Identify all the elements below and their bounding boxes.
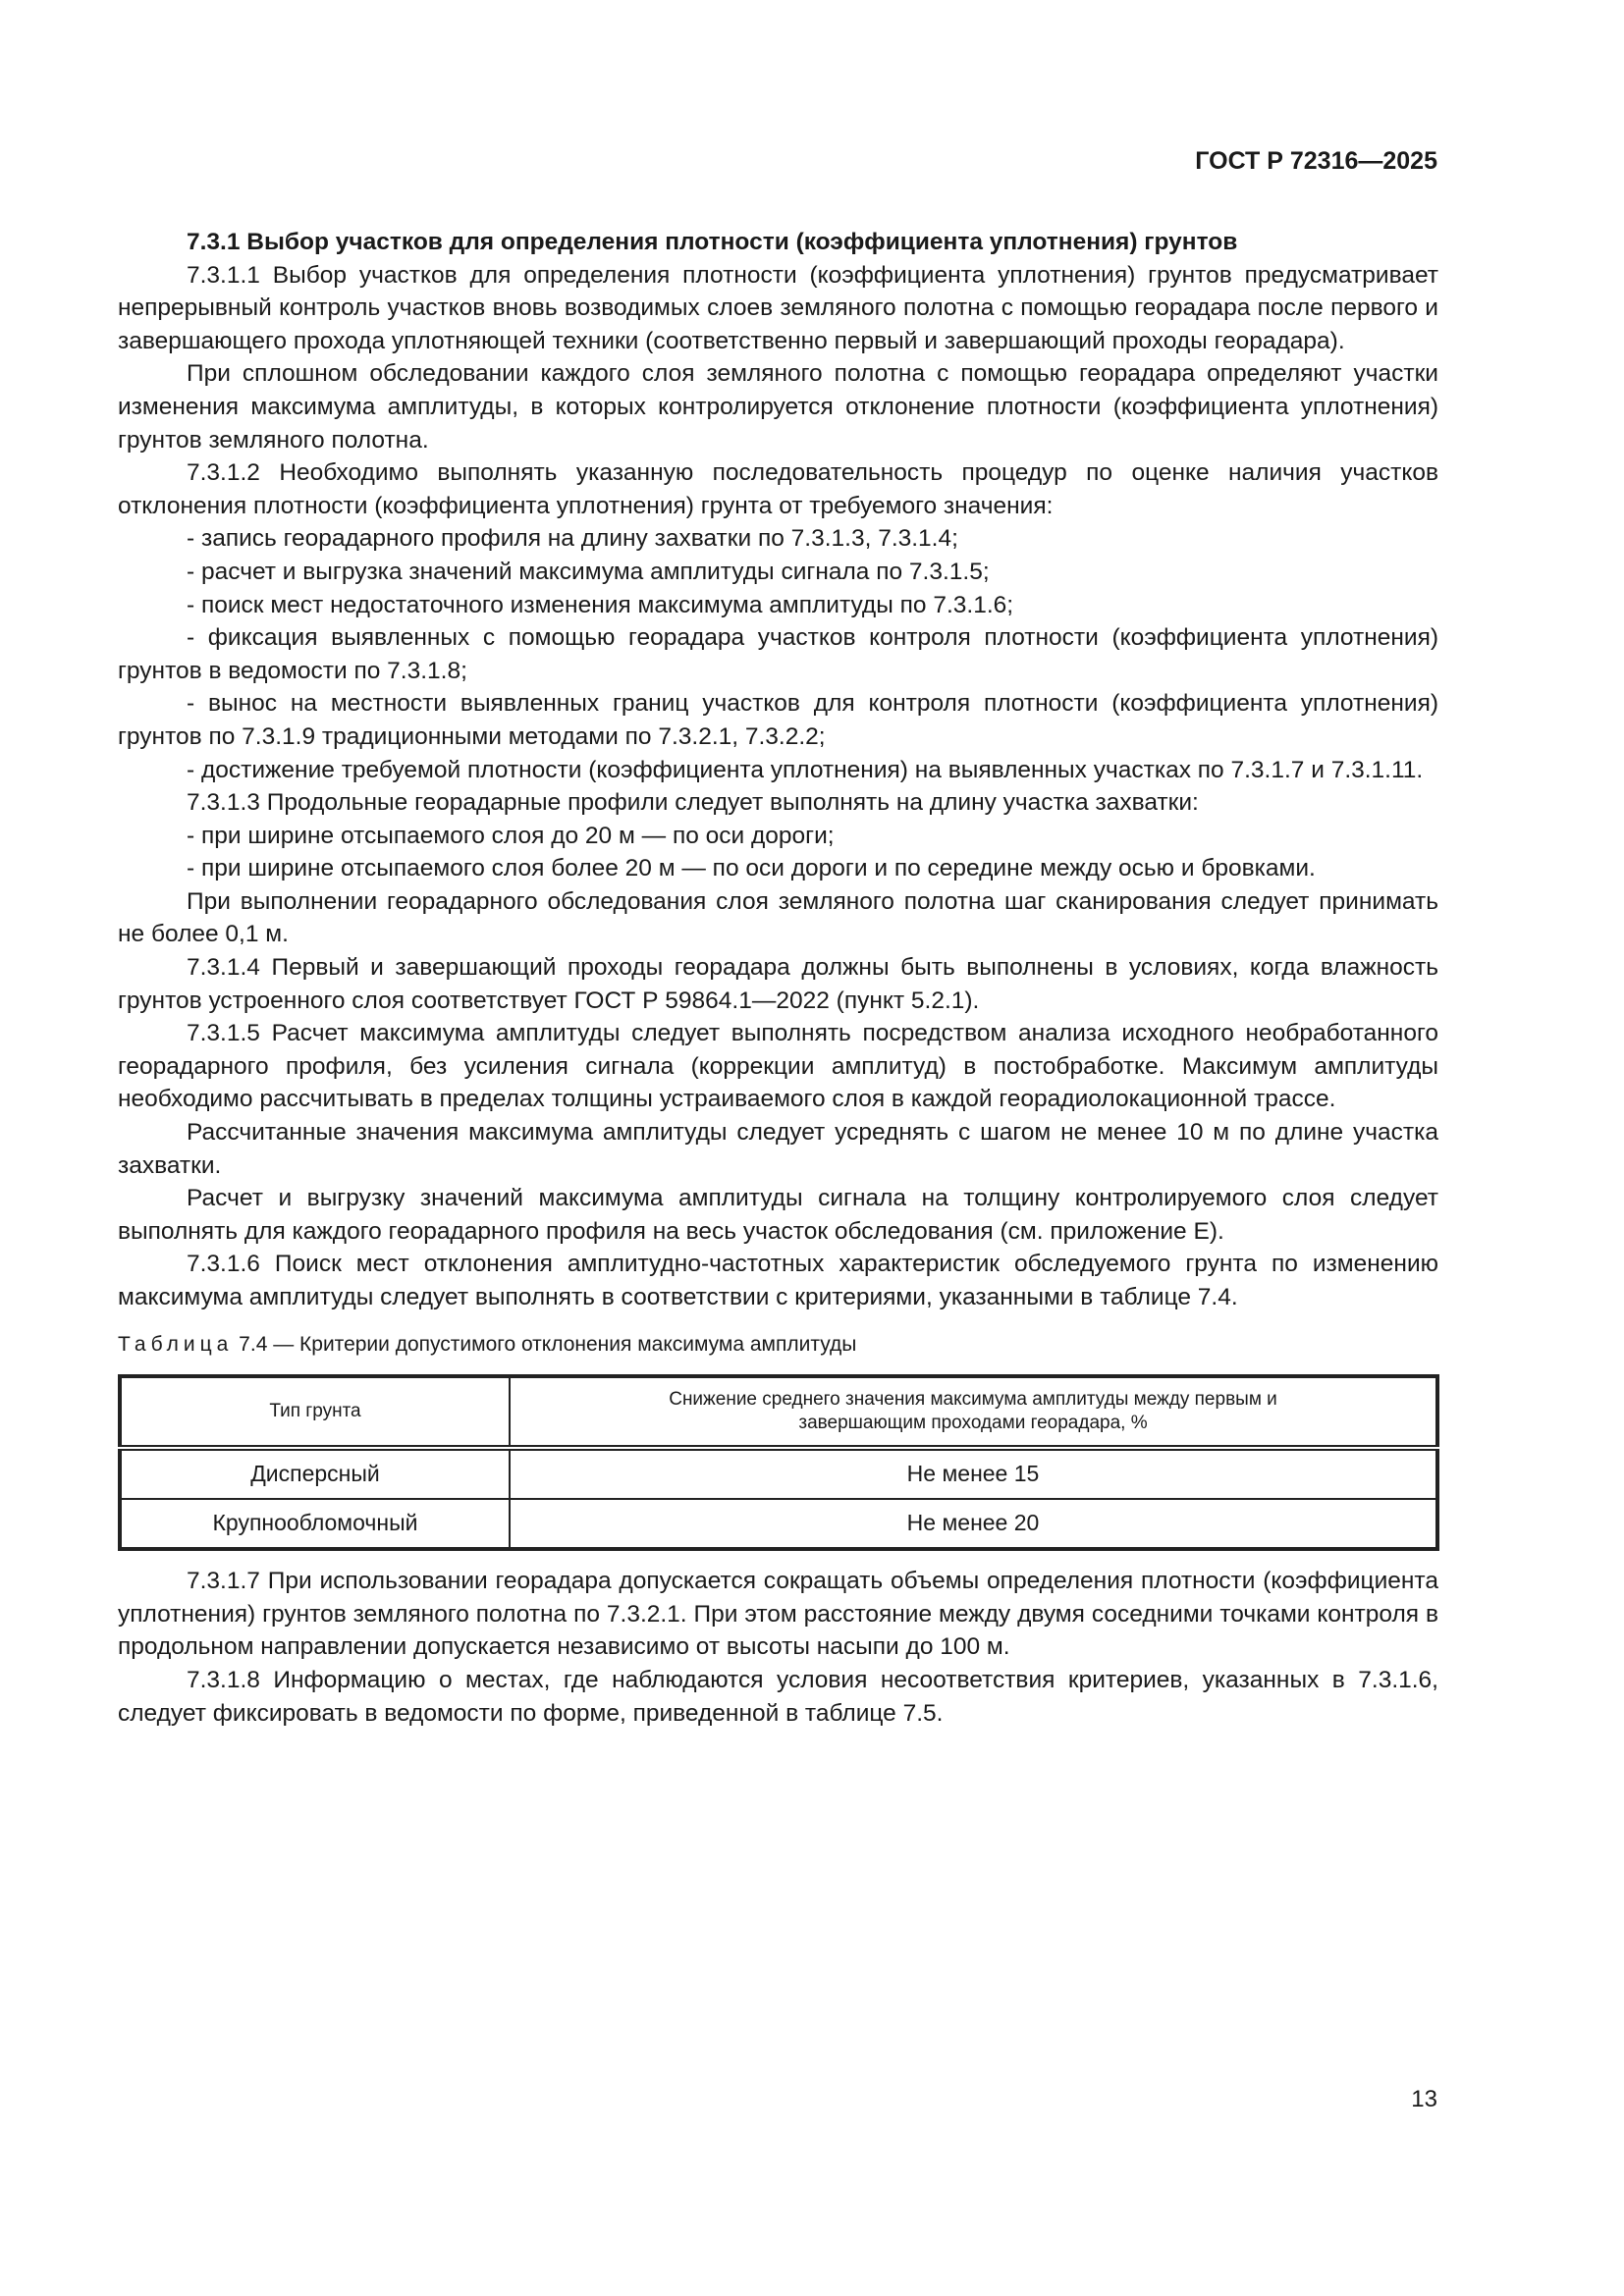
page-number: 13 xyxy=(1411,2086,1437,2112)
table-cell: Не менее 15 xyxy=(510,1448,1437,1499)
paragraph: 7.3.1.3 Продольные георадарные профили следует выполнять на длину участка захватки: xyxy=(187,789,1199,817)
table-row xyxy=(120,1448,1437,1499)
paragraph: При выполнении георадарного обследования слоя земляного полотна шаг сканирования следует принимать не более 0,1 м. xyxy=(118,887,1438,948)
header-cell: Снижение среднего значения максимума амплитуды между первым и завершающим проходами георадара, % xyxy=(510,1376,1437,1448)
paragraph: - вынос на местности выявленных границ участков для контроля плотности (коэффициента уплотнения) грунтов по 7.3.1.9 традиционными методами по 7.3.2.1, 7.3.2.2; xyxy=(118,690,1438,750)
table-caption: Таблица 7.4 — Критерии допустимого отклонения максимума амплитуды xyxy=(118,1332,857,1356)
paragraph: 7.3.1.7 При использовании георадара допускается сокращать объемы определения плотности (коэффициента уплотнения) грунтов земляного полотна по 7.3.2.1. При этом расстояние между двумя соседними точками контроля в продольном направлении допускается независимо от высоты насыпи до 100 м. xyxy=(118,1568,1438,1661)
criteria-table xyxy=(118,1374,1439,1551)
paragraph: - фиксация выявленных с помощью георадара участков контроля плотности (коэффициента уплотнения) грунтов в ведомости по 7.3.1.8; xyxy=(118,624,1438,684)
page-body xyxy=(118,226,1438,1730)
paragraph: 7.3.1.4 Первый и завершающий проходы георадара должны быть выполнены в условиях, когда влажность грунтов устроенного слоя соответствует ГОСТ Р 59864.1—2022 (пункт 5.2.1). xyxy=(118,954,1438,1014)
paragraph: - запись георадарного профиля на длину захватки по 7.3.1.3, 7.3.1.4; xyxy=(187,525,958,553)
table-cell: Не менее 20 xyxy=(510,1499,1437,1549)
document-header: ГОСТ Р 72316—2025 xyxy=(1195,147,1437,175)
paragraph: Рассчитанные значения максимума амплитуды следует усреднять с шагом не менее 10 м по длине участка захватки. xyxy=(118,1119,1438,1179)
paragraphs-before-table xyxy=(118,259,1438,1314)
paragraphs-after-table xyxy=(118,1565,1438,1730)
table-cell: Крупнообломочный xyxy=(120,1499,510,1549)
section-heading: 7.3.1 Выбор участков для определения плотности (коэффициента уплотнения) грунтов xyxy=(187,229,1238,255)
paragraph: 7.3.1.6 Поиск мест отклонения амплитудно-частотных характеристик обследуемого грунта по изменению максимума амплитуды следует выполнять в соответствии с критериями, указанными в таблице 7.4. xyxy=(118,1251,1438,1310)
paragraph: 7.3.1.2 Необходимо выполнять указанную последовательность процедур по оценке наличия участков отклонения плотности (коэффициента уплотнения) грунта от требуемого значения: xyxy=(118,459,1438,519)
paragraph: При сплошном обследовании каждого слоя земляного полотна с помощью георадара определяют участки изменения максимума амплитуды, в которых контролируется отклонение плотности (коэффициента уплотнения) грунтов земляного полотна. xyxy=(118,360,1438,454)
paragraph: - поиск мест недостаточного изменения максимума амплитуды по 7.3.1.6; xyxy=(187,591,1014,618)
header-cell: Тип грунта xyxy=(120,1376,510,1448)
table-row xyxy=(120,1499,1437,1549)
paragraph: 7.3.1.5 Расчет максимума амплитуды следует выполнять посредством анализа исходного необработанного георадарного профиля, без усиления сигнала (коррекции амплитуд) в постобработке. Максимум амплитуды необходимо рассчитывать в пределах толщины устраиваемого слоя в каждой георадиолокационной трассе. xyxy=(118,1020,1438,1113)
table-cell: Дисперсный xyxy=(120,1448,510,1499)
paragraph: Расчет и выгрузку значений максимума амплитуды сигнала на толщину контролируемого слоя следует выполнять для каждого георадарного профиля на весь участок обследования (см. приложение Е). xyxy=(118,1185,1438,1245)
paragraph: - расчет и выгрузка значений максимума амплитуды сигнала по 7.3.1.5; xyxy=(187,558,990,585)
table-header-row xyxy=(120,1376,1437,1448)
paragraph: - при ширине отсыпаемого слоя более 20 м — по оси дороги и по середине между осью и бровками. xyxy=(187,855,1316,882)
paragraph: - достижение требуемой плотности (коэффициента уплотнения) на выявленных участках по 7.3.1.7 и 7.3.1.11. xyxy=(187,756,1424,783)
paragraph: 7.3.1.8 Информацию о местах, где наблюдаются условия несоответствия критериев, указанных в 7.3.1.6, следует фиксировать в ведомости по форме, приведенной в таблице 7.5. xyxy=(118,1666,1438,1727)
paragraph: - при ширине отсыпаемого слоя до 20 м — по оси дороги; xyxy=(187,822,835,849)
paragraph: 7.3.1.1 Выбор участков для определения плотности (коэффициента уплотнения) грунтов предусматривает непрерывный контроль участков вновь возводимых слоев земляного полотна с помощью георадара после первого и завершающего прохода уплотняющей техники (соответственно первый и завершающий проходы георадара). xyxy=(118,261,1438,354)
